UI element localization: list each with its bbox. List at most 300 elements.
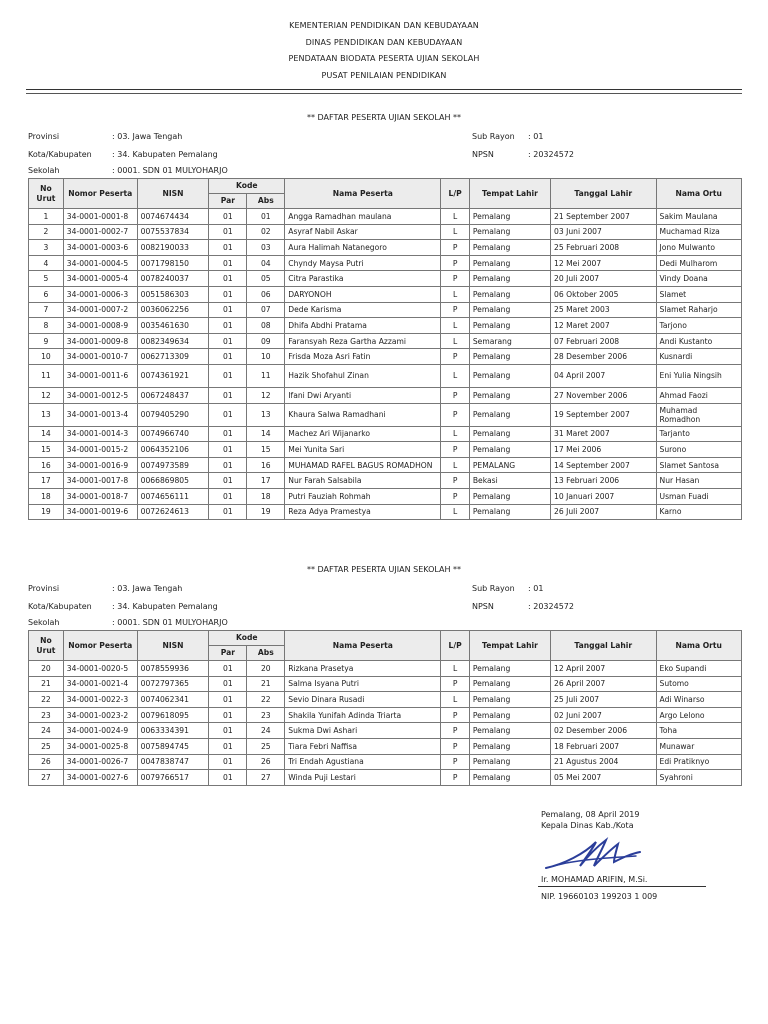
signature-position: Kepala Dinas Kab./Kota [541, 821, 634, 830]
column-header-nama: Nama Peserta [285, 179, 441, 209]
cell-lp: L [441, 426, 469, 442]
cell-par: 01 [209, 738, 247, 754]
cell-nama: Mei Yunita Sari [285, 442, 441, 458]
cell-ortu: Muhamad Romadhon [656, 403, 741, 426]
cell-tanggal: 06 Oktober 2005 [551, 286, 656, 302]
cell-nomor: 34-0001-0012-5 [63, 387, 137, 403]
cell-nama: Ifani Dwi Aryanti [285, 387, 441, 403]
cell-abs: 22 [247, 692, 285, 708]
cell-nama: Nur Farah Salsabila [285, 473, 441, 489]
cell-ortu: Karno [656, 504, 741, 520]
cell-nisn: 0082190033 [137, 240, 209, 256]
cell-nisn: 0071798150 [137, 255, 209, 271]
cell-par: 01 [209, 661, 247, 677]
cell-abs: 20 [247, 661, 285, 677]
column-header-ortu: Nama Ortu [656, 179, 741, 209]
cell-no: 13 [29, 403, 64, 426]
cell-lp: P [441, 271, 469, 287]
cell-lp: L [441, 318, 469, 334]
table-row [29, 333, 742, 349]
cell-nisn: 0035461630 [137, 318, 209, 334]
cell-nama: Aura Halimah Natanegoro [285, 240, 441, 256]
cell-tempat: Pemalang [469, 754, 550, 770]
cell-nisn: 0074674434 [137, 209, 209, 225]
cell-lp: P [441, 403, 469, 426]
cell-nomor: 34-0001-0005-4 [63, 271, 137, 287]
cell-tanggal: 27 November 2006 [551, 387, 656, 403]
cell-abs: 24 [247, 723, 285, 739]
cell-lp: P [441, 754, 469, 770]
column-header-abs: Abs [247, 646, 285, 661]
cell-no: 9 [29, 333, 64, 349]
cell-tempat: Pemalang [469, 403, 550, 426]
cell-par: 01 [209, 488, 247, 504]
sekolah-label-2: Sekolah [28, 618, 60, 627]
table-row [29, 209, 742, 225]
cell-nama: Tiara Febri Naffisa [285, 738, 441, 754]
cell-abs: 27 [247, 770, 285, 786]
column-header-abs: Abs [247, 194, 285, 209]
cell-nisn: 0079618095 [137, 707, 209, 723]
cell-par: 01 [209, 426, 247, 442]
section-title-2: ** DAFTAR PESERTA UJIAN SEKOLAH ** [306, 565, 462, 574]
participant-table-1 [28, 178, 742, 520]
cell-no: 4 [29, 255, 64, 271]
cell-tanggal: 31 Maret 2007 [551, 426, 656, 442]
cell-no: 14 [29, 426, 64, 442]
npsn-value-2: : 20324572 [528, 602, 574, 611]
cell-abs: 17 [247, 473, 285, 489]
cell-nomor: 34-0001-0022-3 [63, 692, 137, 708]
provinsi-value-1: : 03. Jawa Tengah [112, 132, 183, 141]
cell-nama: Putri Fauziah Rohmah [285, 488, 441, 504]
cell-tanggal: 25 Februari 2008 [551, 240, 656, 256]
cell-par: 01 [209, 240, 247, 256]
cell-tanggal: 02 Juni 2007 [551, 707, 656, 723]
cell-nomor: 34-0001-0008-9 [63, 318, 137, 334]
cell-nomor: 34-0001-0014-3 [63, 426, 137, 442]
participant-table-2 [28, 630, 742, 786]
cell-nomor: 34-0001-0011-6 [63, 364, 137, 387]
cell-tanggal: 02 Desember 2006 [551, 723, 656, 739]
cell-tempat: Bekasi [469, 473, 550, 489]
cell-abs: 04 [247, 255, 285, 271]
cell-lp: P [441, 473, 469, 489]
signature-underline [538, 886, 706, 887]
signature-place-date: Pemalang, 08 April 2019 [541, 810, 640, 819]
table-row [29, 676, 742, 692]
cell-nomor: 34-0001-0025-8 [63, 738, 137, 754]
cell-ortu: Tarjanto [656, 426, 741, 442]
cell-tempat: Pemalang [469, 286, 550, 302]
column-header-tanggal: Tanggal Lahir [551, 179, 656, 209]
cell-tempat: Pemalang [469, 488, 550, 504]
cell-abs: 19 [247, 504, 285, 520]
cell-tempat: Pemalang [469, 349, 550, 365]
table-row [29, 255, 742, 271]
cell-par: 01 [209, 770, 247, 786]
cell-no: 26 [29, 754, 64, 770]
cell-tanggal: 05 Mei 2007 [551, 770, 656, 786]
cell-tempat: Pemalang [469, 661, 550, 677]
column-header-kode: Kode [209, 631, 285, 646]
cell-no: 21 [29, 676, 64, 692]
cell-nomor: 34-0001-0004-5 [63, 255, 137, 271]
cell-par: 01 [209, 457, 247, 473]
cell-lp: P [441, 723, 469, 739]
cell-nama: Machez Ari Wijanarko [285, 426, 441, 442]
cell-tanggal: 20 Juli 2007 [551, 271, 656, 287]
subrayon-value-1: : 01 [528, 132, 544, 141]
cell-par: 01 [209, 387, 247, 403]
cell-nisn: 0079766517 [137, 770, 209, 786]
cell-abs: 11 [247, 364, 285, 387]
signature-name: Ir. MOHAMAD ARIFIN, M.Si. [541, 875, 648, 884]
cell-tanggal: 17 Mei 2006 [551, 442, 656, 458]
header-divider-thick [26, 89, 742, 90]
cell-par: 01 [209, 442, 247, 458]
cell-nama: Reza Adya Pramestya [285, 504, 441, 520]
cell-tanggal: 03 Juni 2007 [551, 224, 656, 240]
cell-no: 27 [29, 770, 64, 786]
cell-nama: Salma Isyana Putri [285, 676, 441, 692]
cell-lp: L [441, 692, 469, 708]
header-title: PENDATAAN BIODATA PESERTA UJIAN SEKOLAH [288, 54, 480, 63]
cell-abs: 08 [247, 318, 285, 334]
table-row [29, 240, 742, 256]
table-row [29, 770, 742, 786]
cell-no: 19 [29, 504, 64, 520]
cell-tanggal: 21 September 2007 [551, 209, 656, 225]
cell-no: 25 [29, 738, 64, 754]
cell-lp: P [441, 707, 469, 723]
cell-tempat: Semarang [469, 333, 550, 349]
cell-par: 01 [209, 271, 247, 287]
sekolah-value-2: : 0001. SDN 01 MULYOHARJO [112, 618, 228, 627]
header-office: DINAS PENDIDIKAN DAN KEBUDAYAAN [305, 37, 463, 47]
provinsi-value-2: : 03. Jawa Tengah [112, 584, 183, 593]
cell-nama: Chyndy Maysa Putri [285, 255, 441, 271]
cell-nisn: 0072797365 [137, 676, 209, 692]
cell-nomor: 34-0001-0003-6 [63, 240, 137, 256]
cell-par: 01 [209, 224, 247, 240]
column-header-tempat: Tempat Lahir [469, 631, 550, 661]
table-row [29, 473, 742, 489]
cell-nomor: 34-0001-0024-9 [63, 723, 137, 739]
table-row [29, 738, 742, 754]
cell-abs: 23 [247, 707, 285, 723]
cell-abs: 10 [247, 349, 285, 365]
cell-nomor: 34-0001-0023-2 [63, 707, 137, 723]
cell-lp: L [441, 209, 469, 225]
cell-tempat: Pemalang [469, 692, 550, 708]
cell-lp: L [441, 364, 469, 387]
cell-nisn: 0075894745 [137, 738, 209, 754]
cell-nomor: 34-0001-0026-7 [63, 754, 137, 770]
cell-nomor: 34-0001-0007-2 [63, 302, 137, 318]
cell-nama: Shakila Yunifah Adinda Triarta [285, 707, 441, 723]
column-header-par: Par [209, 646, 247, 661]
cell-nisn: 0074656111 [137, 488, 209, 504]
cell-nisn: 0072624613 [137, 504, 209, 520]
cell-par: 01 [209, 504, 247, 520]
cell-abs: 18 [247, 488, 285, 504]
cell-abs: 03 [247, 240, 285, 256]
cell-tanggal: 07 Februari 2008 [551, 333, 656, 349]
cell-tempat: Pemalang [469, 302, 550, 318]
table-row [29, 661, 742, 677]
cell-tempat: Pemalang [469, 676, 550, 692]
cell-par: 01 [209, 707, 247, 723]
table-row [29, 504, 742, 520]
table-row [29, 302, 742, 318]
cell-abs: 13 [247, 403, 285, 426]
cell-nama: Frisda Moza Asri Fatin [285, 349, 441, 365]
cell-abs: 16 [247, 457, 285, 473]
cell-no: 1 [29, 209, 64, 225]
cell-par: 01 [209, 209, 247, 225]
table-row [29, 426, 742, 442]
cell-lp: L [441, 457, 469, 473]
cell-tanggal: 14 September 2007 [551, 457, 656, 473]
cell-nama: Tri Endah Agustiana [285, 754, 441, 770]
cell-ortu: Sutomo [656, 676, 741, 692]
cell-no: 18 [29, 488, 64, 504]
cell-tanggal: 12 Mei 2007 [551, 255, 656, 271]
cell-nisn: 0074062341 [137, 692, 209, 708]
kota-label-1: Kota/Kabupaten [28, 150, 92, 159]
cell-nisn: 0062713309 [137, 349, 209, 365]
handwritten-signature [544, 836, 644, 874]
cell-abs: 26 [247, 754, 285, 770]
cell-nama: Khaura Salwa Ramadhani [285, 403, 441, 426]
cell-tempat: Pemalang [469, 707, 550, 723]
cell-tempat: Pemalang [469, 723, 550, 739]
cell-ortu: Jono Mulwanto [656, 240, 741, 256]
cell-no: 23 [29, 707, 64, 723]
cell-lp: L [441, 333, 469, 349]
cell-nisn: 0067248437 [137, 387, 209, 403]
cell-lp: L [441, 224, 469, 240]
cell-nisn: 0074966740 [137, 426, 209, 442]
provinsi-label-1: Provinsi [28, 132, 60, 141]
cell-nomor: 34-0001-0009-8 [63, 333, 137, 349]
cell-nisn: 0078559936 [137, 661, 209, 677]
cell-par: 01 [209, 403, 247, 426]
cell-par: 01 [209, 302, 247, 318]
cell-par: 01 [209, 286, 247, 302]
cell-lp: L [441, 661, 469, 677]
cell-par: 01 [209, 676, 247, 692]
column-header-nomor: Nomor Peserta [63, 631, 137, 661]
cell-lp: P [441, 387, 469, 403]
column-header-no: No Urut [29, 631, 64, 661]
cell-nama: MUHAMAD RAFEL BAGUS ROMADHON [285, 457, 441, 473]
column-header-kode: Kode [209, 179, 285, 194]
cell-nomor: 34-0001-0010-7 [63, 349, 137, 365]
table-row [29, 754, 742, 770]
cell-ortu: Vindy Doana [656, 271, 741, 287]
cell-ortu: Slamet Raharjo [656, 302, 741, 318]
sekolah-value-1: : 0001. SDN 01 MULYOHARJO [112, 166, 228, 175]
cell-lp: L [441, 286, 469, 302]
cell-no: 3 [29, 240, 64, 256]
cell-nama: DARYONOH [285, 286, 441, 302]
cell-abs: 01 [247, 209, 285, 225]
cell-abs: 05 [247, 271, 285, 287]
cell-lp: L [441, 504, 469, 520]
cell-tanggal: 04 April 2007 [551, 364, 656, 387]
cell-nisn: 0079405290 [137, 403, 209, 426]
cell-ortu: Toha [656, 723, 741, 739]
cell-abs: 25 [247, 738, 285, 754]
cell-no: 8 [29, 318, 64, 334]
cell-tempat: Pemalang [469, 240, 550, 256]
cell-nomor: 34-0001-0021-4 [63, 676, 137, 692]
header-divider-thin [26, 93, 742, 94]
table-row [29, 318, 742, 334]
cell-lp: P [441, 676, 469, 692]
cell-abs: 06 [247, 286, 285, 302]
cell-ortu: Munawar [656, 738, 741, 754]
cell-abs: 07 [247, 302, 285, 318]
cell-tempat: Pemalang [469, 364, 550, 387]
cell-nisn: 0078240037 [137, 271, 209, 287]
cell-tempat: Pemalang [469, 504, 550, 520]
cell-ortu: Syahroni [656, 770, 741, 786]
cell-ortu: Eni Yulia Ningsih [656, 364, 741, 387]
table-row [29, 457, 742, 473]
subrayon-label-2: Sub Rayon [472, 584, 515, 593]
kota-label-2: Kota/Kabupaten [28, 602, 92, 611]
table-row [29, 403, 742, 426]
cell-tanggal: 10 Januari 2007 [551, 488, 656, 504]
letter-header [0, 18, 768, 84]
cell-tanggal: 12 April 2007 [551, 661, 656, 677]
cell-nama: Rizkana Prasetya [285, 661, 441, 677]
table-row [29, 707, 742, 723]
column-header-lp: L/P [441, 179, 469, 209]
cell-ortu: Slamet [656, 286, 741, 302]
cell-tempat: Pemalang [469, 770, 550, 786]
cell-ortu: Kusnardi [656, 349, 741, 365]
cell-nomor: 34-0001-0027-6 [63, 770, 137, 786]
cell-nomor: 34-0001-0020-5 [63, 661, 137, 677]
cell-par: 01 [209, 255, 247, 271]
header-center: PUSAT PENILAIAN PENDIDIKAN [321, 70, 447, 80]
cell-par: 01 [209, 349, 247, 365]
cell-tempat: Pemalang [469, 255, 550, 271]
header-ministry: KEMENTERIAN PENDIDIKAN DAN KEBUDAYAAN [289, 21, 479, 30]
cell-tempat: Pemalang [469, 318, 550, 334]
cell-ortu: Eko Supandi [656, 661, 741, 677]
npsn-label-1: NPSN [472, 150, 494, 159]
cell-nama: Sukma Dwi Ashari [285, 723, 441, 739]
cell-nama: Angga Ramadhan maulana [285, 209, 441, 225]
table-row [29, 349, 742, 365]
table-row [29, 271, 742, 287]
cell-nama: Asyraf Nabil Askar [285, 224, 441, 240]
cell-tanggal: 12 Maret 2007 [551, 318, 656, 334]
cell-lp: P [441, 488, 469, 504]
cell-tanggal: 26 Juli 2007 [551, 504, 656, 520]
column-header-ortu: Nama Ortu [656, 631, 741, 661]
cell-nisn: 0075537834 [137, 224, 209, 240]
cell-no: 6 [29, 286, 64, 302]
cell-nomor: 34-0001-0001-8 [63, 209, 137, 225]
cell-lp: P [441, 255, 469, 271]
kota-value-1: : 34. Kabupaten Pemalang [112, 150, 218, 159]
cell-no: 17 [29, 473, 64, 489]
cell-ortu: Tarjono [656, 318, 741, 334]
cell-tempat: Pemalang [469, 442, 550, 458]
cell-no: 12 [29, 387, 64, 403]
cell-lp: P [441, 442, 469, 458]
cell-tanggal: 21 Agustus 2004 [551, 754, 656, 770]
cell-tanggal: 13 Februari 2006 [551, 473, 656, 489]
npsn-label-2: NPSN [472, 602, 494, 611]
cell-abs: 14 [247, 426, 285, 442]
signature-nip: NIP. 19660103 199203 1 009 [541, 892, 658, 901]
cell-lp: P [441, 240, 469, 256]
cell-no: 24 [29, 723, 64, 739]
cell-tanggal: 25 Juli 2007 [551, 692, 656, 708]
cell-ortu: Slamet Santosa [656, 457, 741, 473]
cell-no: 16 [29, 457, 64, 473]
table-row [29, 364, 742, 387]
cell-ortu: Muchamad Riza [656, 224, 741, 240]
cell-tempat: Pemalang [469, 209, 550, 225]
cell-no: 20 [29, 661, 64, 677]
table-row [29, 692, 742, 708]
cell-nisn: 0064352106 [137, 442, 209, 458]
cell-par: 01 [209, 692, 247, 708]
cell-lp: P [441, 349, 469, 365]
cell-nama: Sevio Dinara Rusadi [285, 692, 441, 708]
cell-tempat: Pemalang [469, 426, 550, 442]
cell-abs: 15 [247, 442, 285, 458]
table-row [29, 224, 742, 240]
column-header-par: Par [209, 194, 247, 209]
table-row [29, 442, 742, 458]
cell-par: 01 [209, 473, 247, 489]
column-header-nama: Nama Peserta [285, 631, 441, 661]
cell-nomor: 34-0001-0017-8 [63, 473, 137, 489]
cell-nisn: 0074361921 [137, 364, 209, 387]
cell-tempat: PEMALANG [469, 457, 550, 473]
cell-ortu: Usman Fuadi [656, 488, 741, 504]
column-header-nomor: Nomor Peserta [63, 179, 137, 209]
column-header-nisn: NISN [137, 179, 209, 209]
cell-tempat: Pemalang [469, 271, 550, 287]
column-header-tanggal: Tanggal Lahir [551, 631, 656, 661]
cell-ortu: Edi Pratiknyo [656, 754, 741, 770]
cell-ortu: Dedi Mulharom [656, 255, 741, 271]
cell-tanggal: 26 April 2007 [551, 676, 656, 692]
cell-no: 2 [29, 224, 64, 240]
cell-abs: 12 [247, 387, 285, 403]
cell-nama: Faransyah Reza Gartha Azzami [285, 333, 441, 349]
cell-nisn: 0036062256 [137, 302, 209, 318]
cell-nama: Winda Puji Lestari [285, 770, 441, 786]
cell-nomor: 34-0001-0016-9 [63, 457, 137, 473]
subrayon-label-1: Sub Rayon [472, 132, 515, 141]
cell-ortu: Ahmad Faozi [656, 387, 741, 403]
cell-nomor: 34-0001-0002-7 [63, 224, 137, 240]
kota-value-2: : 34. Kabupaten Pemalang [112, 602, 218, 611]
subrayon-value-2: : 01 [528, 584, 544, 593]
cell-nomor: 34-0001-0018-7 [63, 488, 137, 504]
